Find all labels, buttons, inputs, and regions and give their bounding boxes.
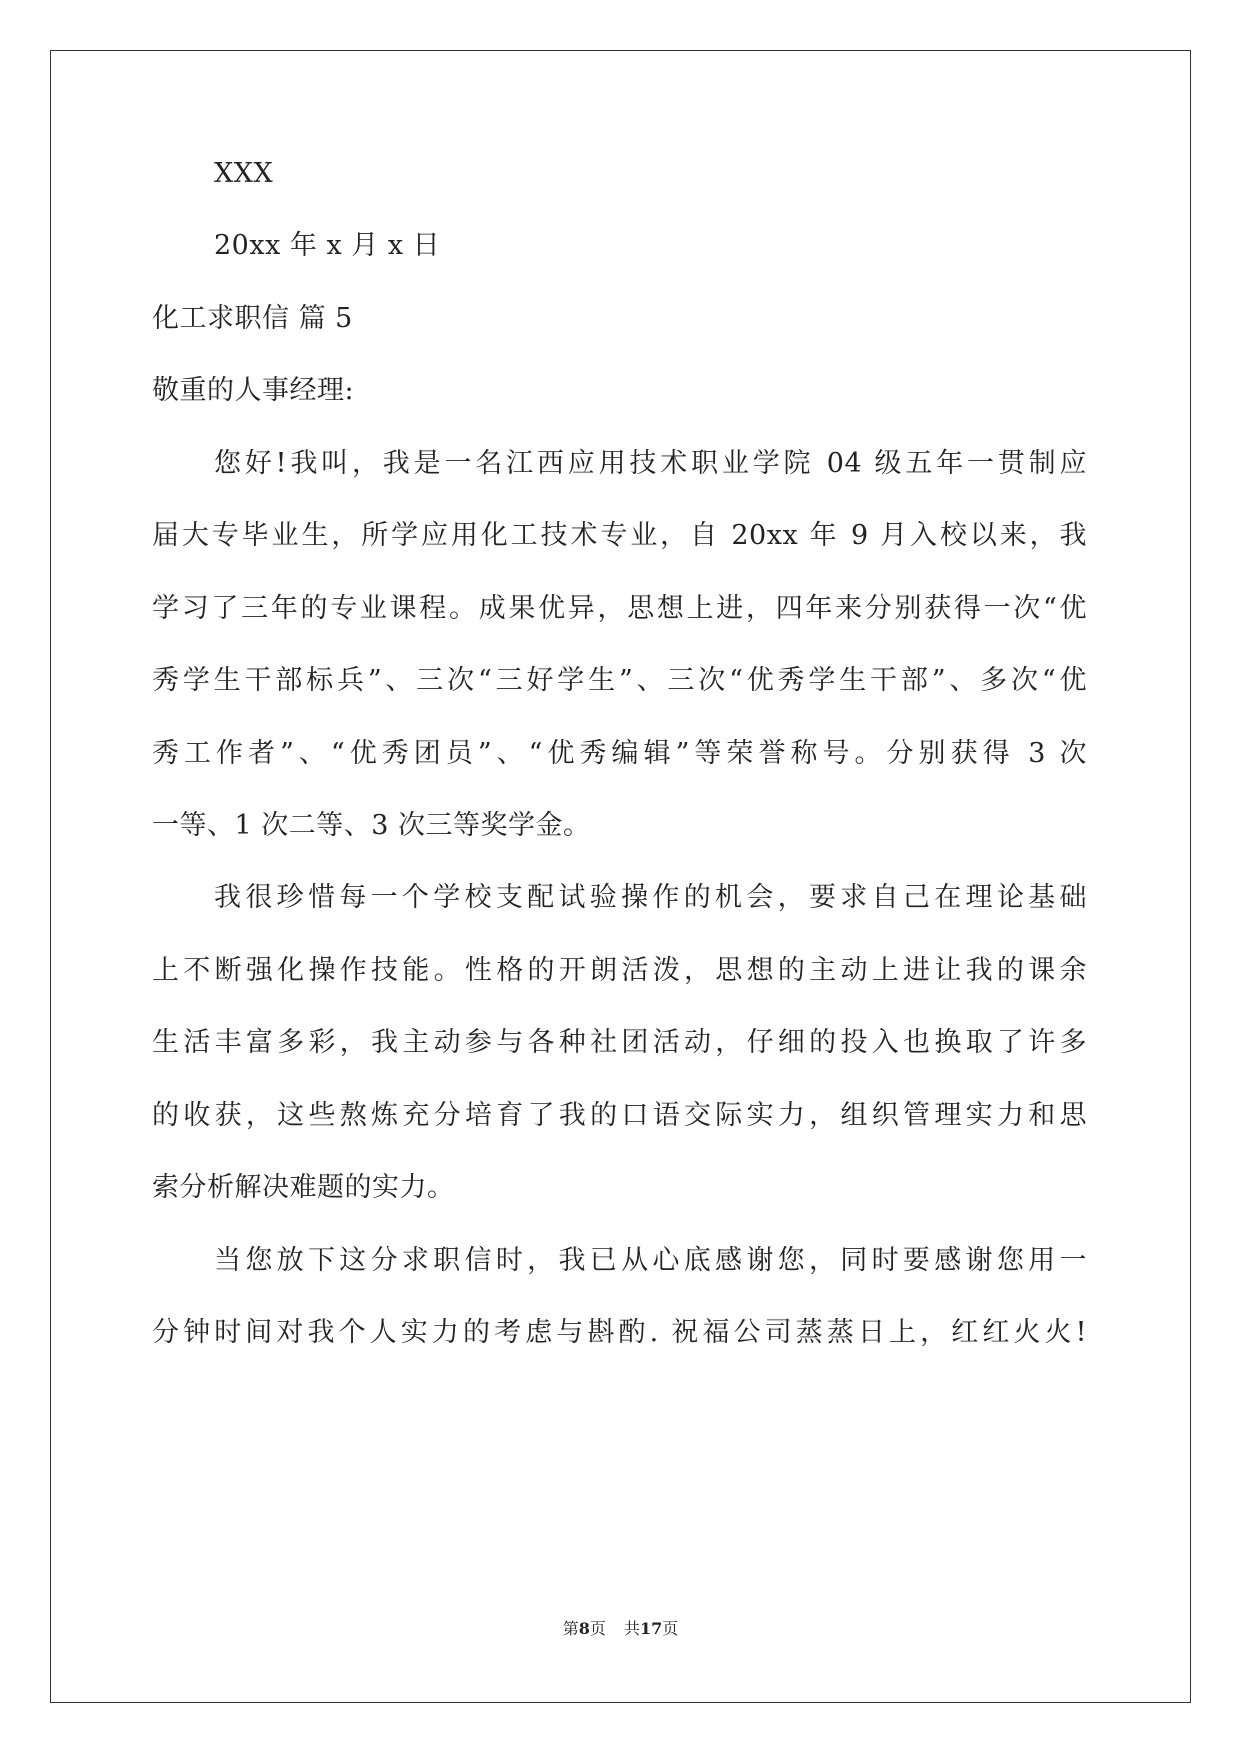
footer-total-pages: 17 xyxy=(639,1619,663,1638)
paragraph-line: 生活丰富多彩，我主动参与各种社团活动，仔细的投入也换取了许多 xyxy=(152,1027,1087,1058)
paragraph-line: 的收获，这些熬炼充分培育了我的口语交际实力，组织管理实力和思 xyxy=(152,1100,1087,1131)
signature-date: 20xx 年 x 月 x 日 xyxy=(214,230,441,261)
paragraph-line: 一等、1 次二等、3 次三等奖学金。 xyxy=(152,810,591,841)
paragraph-line: 我很珍惜每一个学校支配试验操作的机会，要求自己在理论基础 xyxy=(214,882,1087,913)
paragraph-line: 当您放下这分求职信时，我已从心底感谢您，同时要感谢您用一 xyxy=(214,1245,1087,1276)
page-footer xyxy=(0,1620,1241,1638)
footer-total-suffix: 页 xyxy=(662,1619,679,1638)
paragraph-line: 您好!我叫，我是一名江西应用技术职业学院 04 级五年一贯制应 xyxy=(214,448,1087,479)
salutation: 敬重的人事经理: xyxy=(152,375,355,406)
paragraph-line: 分钟时间对我个人实力的考虑与斟酌. 祝福公司蒸蒸日上，红红火火! xyxy=(152,1317,1087,1348)
signature-name: XXX xyxy=(214,158,274,189)
section-title: 化工求职信 篇 5 xyxy=(152,303,353,334)
footer-total-prefix: 共 xyxy=(623,1619,640,1638)
page-border xyxy=(50,50,1191,1703)
paragraph-line: 秀工作者”、“优秀团员”、“优秀编辑”等荣誉称号。分别获得 3 次 xyxy=(152,738,1087,769)
footer-prefix: 第 xyxy=(562,1619,579,1638)
footer-page-suffix: 页 xyxy=(589,1619,606,1638)
paragraph-line: 届大专毕业生，所学应用化工技术专业，自 20xx 年 9 月入校以来，我 xyxy=(152,520,1087,551)
paragraph-line: 索分析解决难题的实力。 xyxy=(152,1172,455,1203)
paragraph-line: 学习了三年的专业课程。成果优异，思想上进，四年来分别获得一次“优 xyxy=(152,593,1087,624)
paragraph-line: 秀学生干部标兵”、三次“三好学生”、三次“优秀学生干部”、多次“优 xyxy=(152,665,1087,696)
paragraph-line: 上不断强化操作技能。性格的开朗活泼，思想的主动上进让我的课余 xyxy=(152,955,1087,986)
footer-page-number: 8 xyxy=(578,1619,590,1638)
